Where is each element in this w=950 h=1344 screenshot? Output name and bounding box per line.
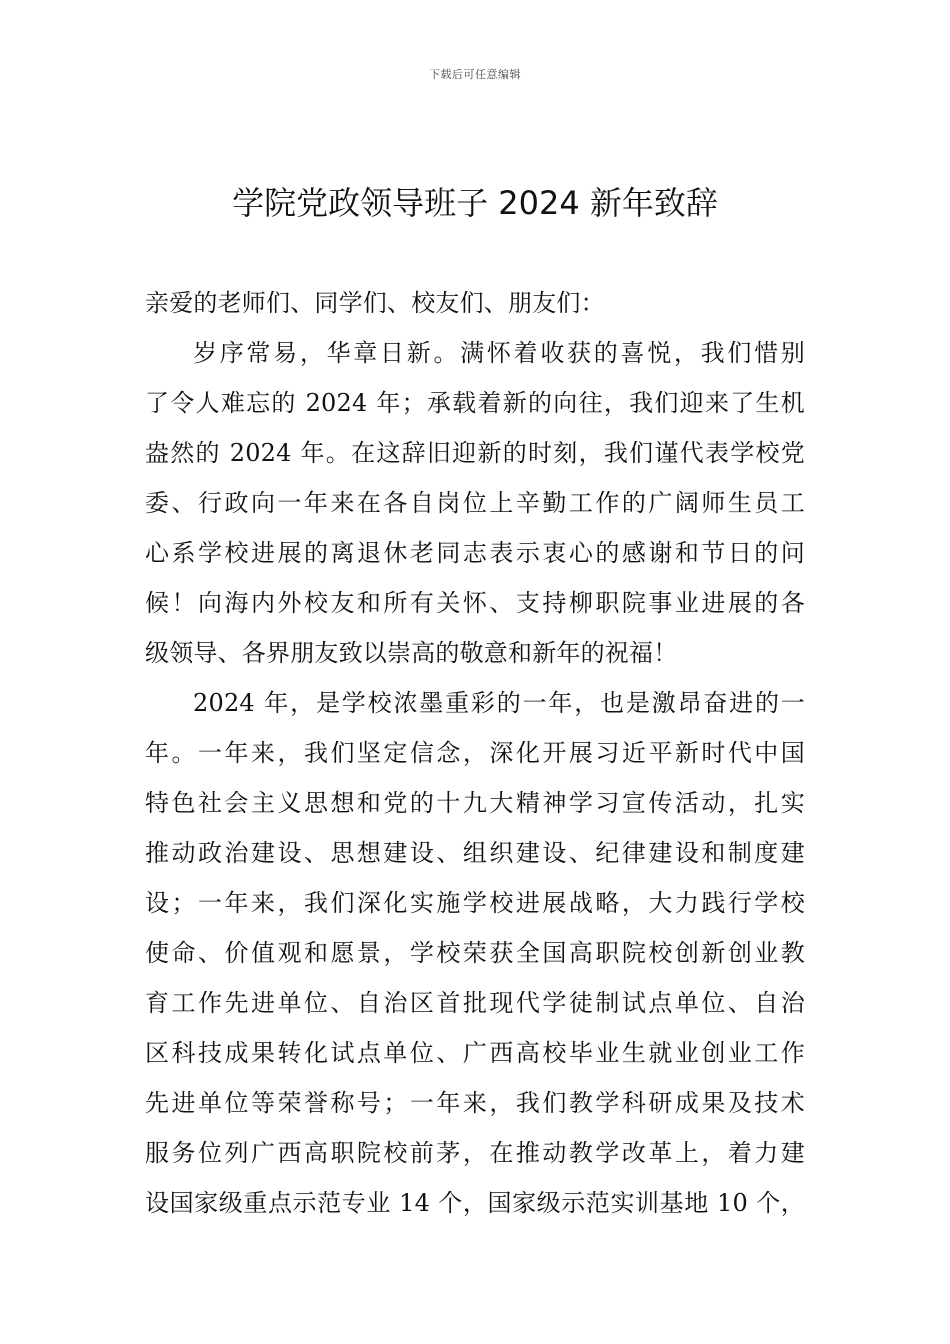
paragraph-line: 服务位列广西高职院校前茅，在推动教学改革上，着力建 [145, 1139, 805, 1167]
paragraph-line: 推动政治建设、思想建设、组织建设、纪律建设和制度建 [145, 839, 805, 867]
paragraph-line: 使命、价值观和愿景，学校荣获全国高职院校创新创业教 [145, 939, 805, 967]
paragraph-line: 岁序常易，华章日新。满怀着收获的喜悦，我们惜别 [193, 339, 805, 367]
paragraph-line: 级领导、各界朋友致以崇高的敬意和新年的祝福！ [145, 639, 678, 667]
paragraph-line: 育工作先进单位、自治区首批现代学徒制试点单位、自治 [145, 989, 805, 1017]
paragraph-line: 设国家级重点示范专业 14 个，国家级示范实训基地 10 个， [145, 1189, 805, 1217]
document-body [145, 278, 805, 1228]
document-title: 学院党政领导班子 2024 新年致辞 [232, 184, 718, 222]
paragraph-line: 候！向海内外校友和所有关怀、支持柳职院事业进展的各 [145, 589, 805, 617]
paragraph-line: 区科技成果转化试点单位、广西高校毕业生就业创业工作 [145, 1039, 805, 1067]
paragraph-line: 心系学校进展的离退休老同志表示衷心的感谢和节日的问 [145, 539, 805, 567]
paragraph-line: 先进单位等荣誉称号；一年来，我们教学科研成果及技术 [145, 1089, 805, 1117]
paragraph-2 [145, 678, 805, 1228]
paragraph-line: 了令人难忘的 2024 年；承载着新的向往，我们迎来了生机 [145, 389, 805, 417]
paragraph-line: 2024 年，是学校浓墨重彩的一年，也是激昂奋进的一 [193, 689, 805, 717]
paragraph-line: 委、行政向一年来在各自岗位上辛勤工作的广阔师生员工 [145, 489, 805, 517]
paragraph-line: 年。一年来，我们坚定信念，深化开展习近平新时代中国 [145, 739, 805, 767]
paragraph-line: 设；一年来，我们深化实施学校进展战略，大力践行学校 [145, 889, 805, 917]
header-note: 下载后可任意编辑 [429, 68, 521, 81]
paragraph-line: 盎然的 2024 年。在这辞旧迎新的时刻，我们谨代表学校党 [145, 439, 805, 467]
paragraph-line: 特色社会主义思想和党的十九大精神学习宣传活动，扎实 [145, 789, 805, 817]
paragraph-1 [145, 328, 805, 678]
salutation: 亲爱的老师们、同学们、校友们、朋友们： [145, 289, 605, 317]
